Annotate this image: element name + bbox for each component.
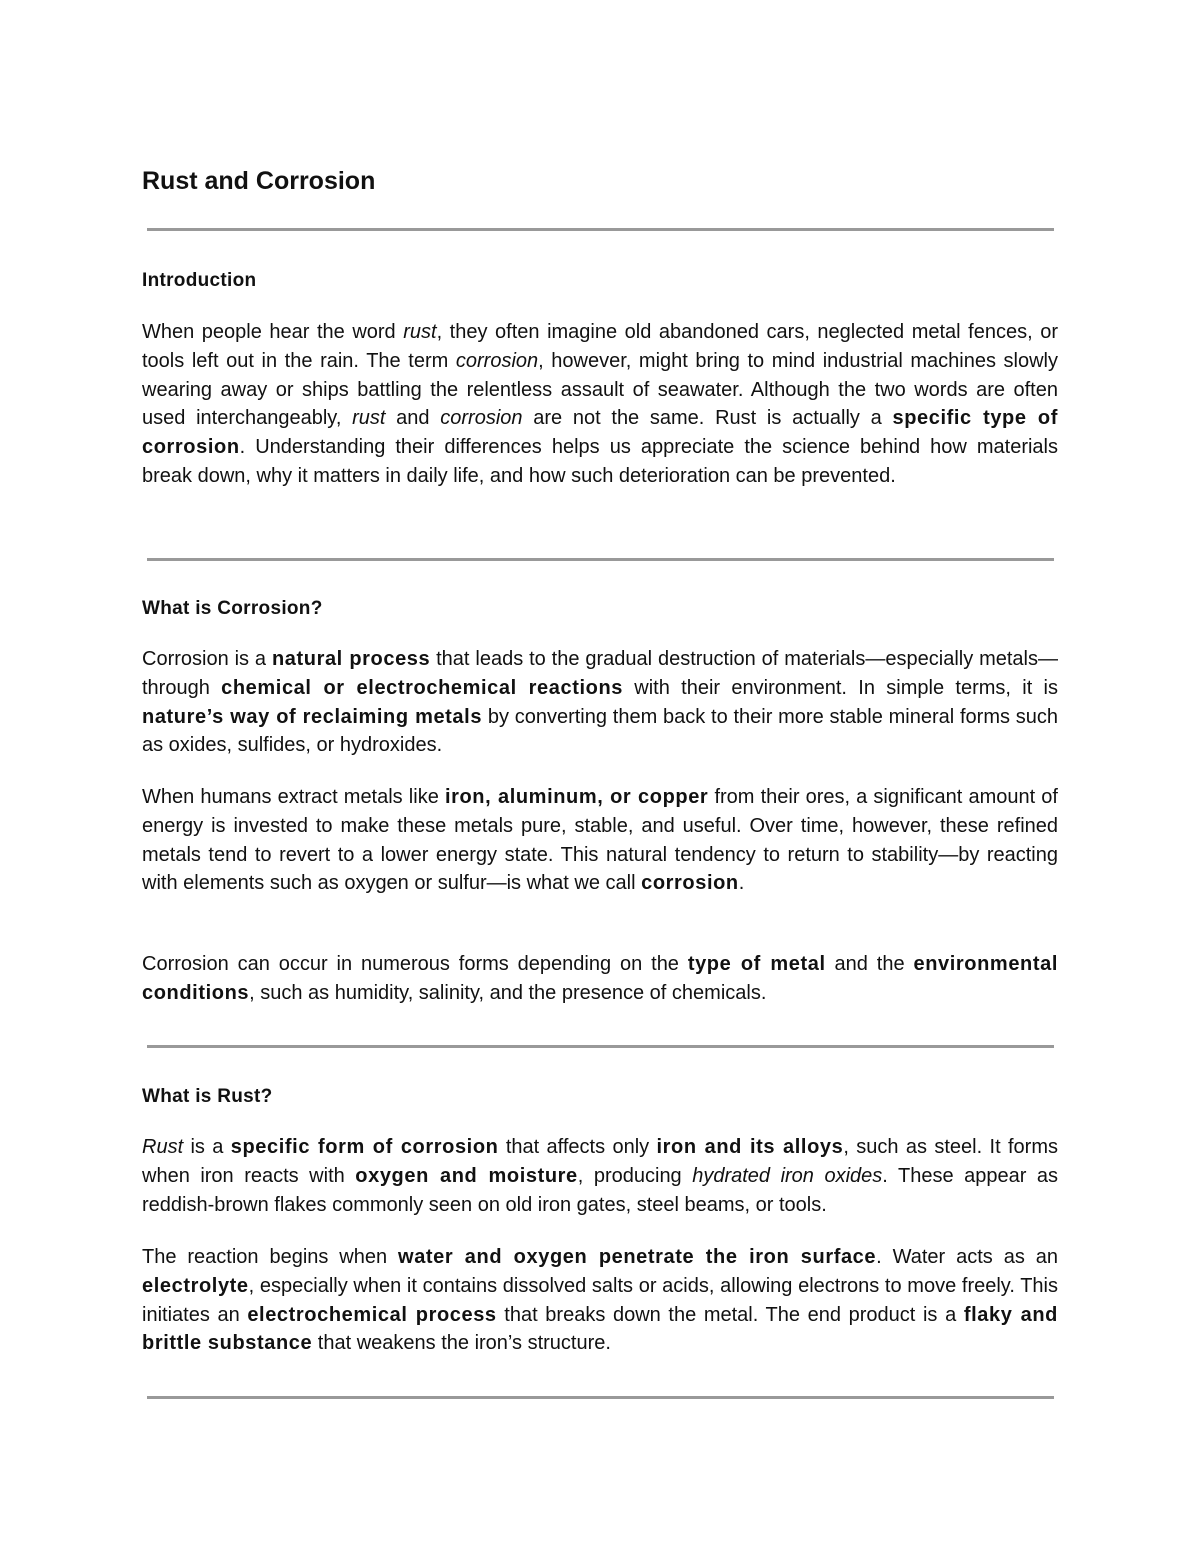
section-heading-introduction: Introduction [142, 270, 257, 291]
text-run: When people hear the word [142, 321, 404, 343]
bold-text: environmental conditions [142, 953, 1058, 1004]
paragraph [142, 950, 1058, 1008]
text-run: and [385, 407, 441, 430]
section-heading-rust: What is Rust? [142, 1086, 273, 1107]
text-run: and the [825, 953, 914, 975]
text-run: Corrosion can occur in numerous forms depending on the [142, 953, 688, 975]
paragraph [142, 783, 1058, 898]
bold-text: electrolyte [142, 1274, 249, 1297]
text-run: , producing [577, 1164, 693, 1187]
italic-text: hydrated iron oxides [692, 1164, 883, 1187]
bold-text: specific form of corrosion [230, 1136, 499, 1158]
divider [147, 1396, 1054, 1399]
text-run: Corrosion is a [142, 648, 272, 670]
bold-text: electrochemical process [247, 1303, 497, 1326]
paragraph [142, 645, 1058, 760]
paragraph [142, 1133, 1058, 1219]
bold-text: natural process [271, 648, 431, 670]
text-run: The reaction begins when [142, 1246, 399, 1268]
text-run: When humans extract metals like [142, 786, 445, 808]
page-title: Rust and Corrosion [142, 167, 376, 195]
section-heading-corrosion: What is Corrosion? [142, 598, 323, 619]
divider [147, 558, 1054, 561]
paragraph [142, 318, 1058, 491]
text-run: is a [183, 1136, 231, 1158]
text-run: , they often imagine old abandoned cars, neglected metal fences, or tools left out in the rain. The term [142, 321, 1058, 372]
text-run: . Understanding their differences helps us appreciate the science behind how materials break down, why it matters in daily life, and how such deterioration can be prevented. [142, 436, 1058, 487]
text-run: , however, might bring to mind industrial machines slowly wearing away or ships battling the relentless assault of seawater. Although the two words are often used interchangeably, [142, 349, 1058, 430]
italic-text: corrosion [440, 407, 523, 430]
text-run: are not the same. Rust is actually a [522, 407, 893, 430]
bold-text: iron, aluminum, or copper [444, 786, 709, 808]
italic-text: rust [352, 407, 386, 430]
text-run: that leads to the gradual destruction of materials—especially metals—through [142, 648, 1058, 699]
text-run: , especially when it contains dissolved salts or acids, allowing electrons to move freely. This initiates an [142, 1274, 1058, 1326]
italic-text: corrosion [455, 349, 539, 372]
divider [147, 228, 1054, 231]
bold-text: chemical or electrochemical reactions [221, 676, 623, 699]
text-run: with their environment. In simple terms, it is [622, 676, 1058, 699]
bold-text: specific type of corrosion [142, 407, 1058, 459]
text-run: that weakens the iron’s structure. [312, 1332, 611, 1355]
bold-text: flaky and brittle substance [142, 1303, 1059, 1355]
bold-text: nature’s way of reclaiming metals [142, 705, 483, 728]
text-run: by converting them back to their more stable mineral forms such as oxides, sulfides, or hydroxides. [142, 705, 1058, 757]
text-run: . These appear as reddish-brown flakes commonly seen on old iron gates, steel beams, or tools. [142, 1164, 1059, 1216]
text-run: that affects only [498, 1136, 657, 1158]
text-run: , such as humidity, salinity, and the presence of chemicals. [249, 981, 767, 1004]
bold-text: water and oxygen penetrate the iron surface [398, 1246, 877, 1268]
bold-text: oxygen and moisture [355, 1164, 578, 1187]
italic-text: rust [403, 321, 437, 343]
bold-text: type of metal [687, 953, 826, 975]
italic-text: Rust [142, 1136, 184, 1158]
paragraph [142, 1243, 1058, 1358]
text-run: . Water acts as an [876, 1246, 1059, 1268]
text-run: from their ores, a significant amount of energy is invested to make these metals pure, stable, and useful. Over time, however, these refined metals tend to revert to a lower energy state. This natural tendency to return to stability—by reacting with elements such as oxygen or sulfur—is what we call [142, 786, 1058, 895]
text-run: that breaks down the metal. The end product is a [496, 1303, 964, 1326]
bold-text: iron and its alloys [656, 1136, 844, 1158]
divider [147, 1045, 1054, 1048]
bold-text: corrosion [641, 872, 739, 895]
text-run: , such as steel. It forms when iron reacts with [142, 1136, 1058, 1187]
text-run: . [738, 872, 745, 895]
